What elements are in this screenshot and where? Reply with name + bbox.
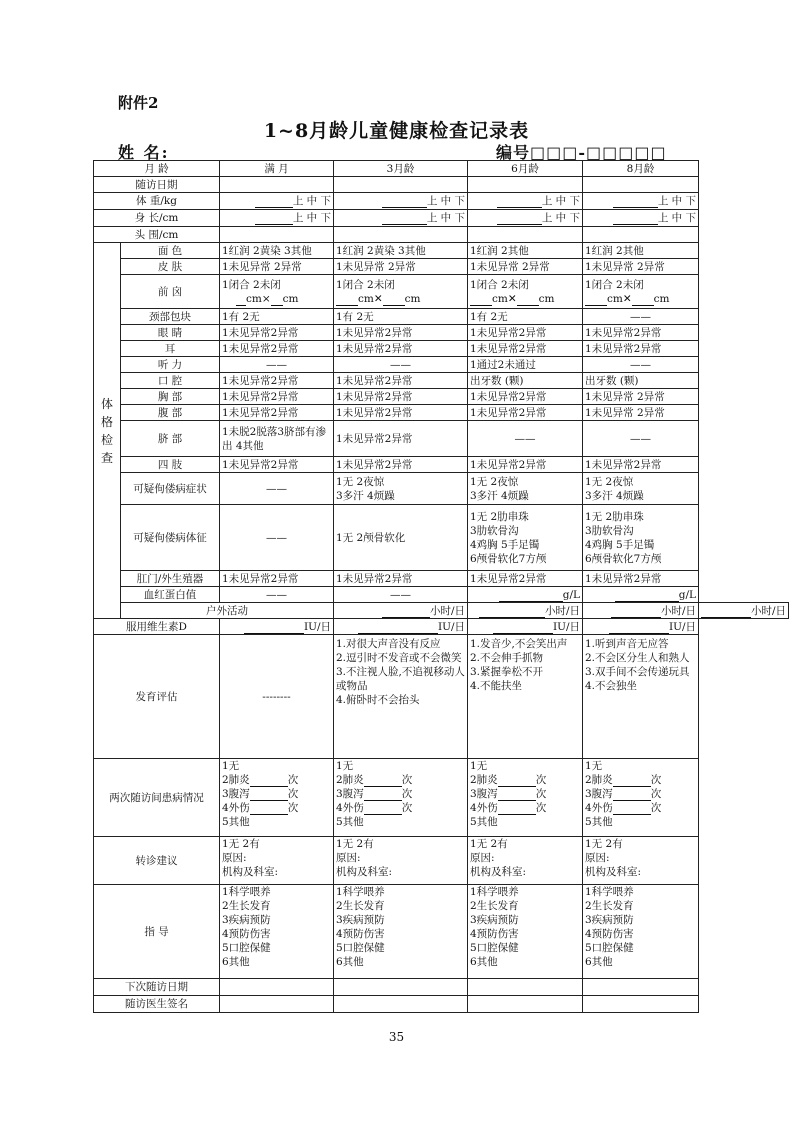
chest-label: 胸 部 bbox=[121, 389, 220, 405]
doctor-sign-cell[interactable] bbox=[220, 996, 334, 1013]
doctor-sign-cell[interactable] bbox=[468, 996, 583, 1013]
ears-row bbox=[94, 341, 789, 357]
complexion-cell: 1红润 2其他 bbox=[583, 243, 699, 259]
outdoor-cell[interactable]: 小时/日 bbox=[468, 603, 583, 619]
umbilicus-cell: 1未脱2脱落3脐部有渗出 4其他 bbox=[220, 421, 334, 457]
next-visit-cell[interactable] bbox=[583, 979, 699, 996]
attachment-label: 附件2 bbox=[118, 94, 159, 112]
ears-cell: 1未见异常2异常 bbox=[334, 341, 468, 357]
neck-row bbox=[94, 309, 789, 325]
rickets-symptoms-label: 可疑佝偻病症状 bbox=[121, 473, 220, 505]
name-label: 姓 名: bbox=[118, 143, 170, 162]
ears-label: 耳 bbox=[121, 341, 220, 357]
guidance-cell: 1科学喂养 2生长发育 3疾病预防 4预防伤害 5口腔保健 6其他 bbox=[468, 885, 583, 979]
visit-date-cell[interactable] bbox=[334, 177, 468, 193]
umbilicus-cell: —— bbox=[583, 421, 699, 457]
fontanelle-row bbox=[94, 275, 789, 309]
rickets-signs-cell: 1无 2颅骨软化 bbox=[334, 505, 468, 571]
chest-cell: 1未见异常2异常 bbox=[334, 389, 468, 405]
fontanelle-cell: 1闭合 2未闭 cm✕ cm bbox=[583, 275, 699, 309]
complexion-row bbox=[94, 243, 789, 259]
neck-cell: 1有 2无 bbox=[468, 309, 583, 325]
hearing-cell: 1通过2未通过 bbox=[468, 357, 583, 373]
hemoglobin-row bbox=[94, 587, 789, 603]
eyes-label: 眼 睛 bbox=[121, 325, 220, 341]
eyes-cell: 1未见异常2异常 bbox=[583, 325, 699, 341]
guidance-label: 指 导 bbox=[94, 885, 220, 979]
col-8month: 8月龄 bbox=[583, 161, 699, 177]
oral-cell: 出牙数 (颗) bbox=[583, 373, 699, 389]
vitd-cell[interactable]: IU/日 bbox=[334, 619, 468, 635]
abdomen-cell: 1未见异常2异常 bbox=[220, 405, 334, 421]
hearing-row bbox=[94, 357, 789, 373]
hemoglobin-cell: —— bbox=[220, 587, 334, 603]
head-cell[interactable] bbox=[583, 227, 699, 243]
neck-label: 颈部包块 bbox=[121, 309, 220, 325]
vitd-label: 服用维生素D bbox=[94, 619, 220, 635]
development-cell: 1.发音少,不会笑出声 2.不会伸手抓物 3.紧握拳松不开 4.不能扶坐 bbox=[468, 635, 583, 759]
guidance-cell: 1科学喂养 2生长发育 3疾病预防 4预防伤害 5口腔保健 6其他 bbox=[334, 885, 468, 979]
development-row bbox=[94, 635, 789, 759]
doctor-sign-label: 随访医生签名 bbox=[94, 996, 220, 1013]
hearing-label: 听 力 bbox=[121, 357, 220, 373]
neck-cell: —— bbox=[583, 309, 699, 325]
fontanelle-cell: 1闭合 2未闭 cm✕ cm bbox=[334, 275, 468, 309]
rickets-signs-row bbox=[94, 505, 789, 571]
oral-row bbox=[94, 373, 789, 389]
vitd-cell[interactable]: IU/日 bbox=[583, 619, 699, 635]
neck-cell: 1有 2无 bbox=[220, 309, 334, 325]
oral-cell: 1未见异常2异常 bbox=[334, 373, 468, 389]
hearing-cell: —— bbox=[220, 357, 334, 373]
next-visit-label: 下次随访日期 bbox=[94, 979, 220, 996]
anus-cell: 1未见异常2异常 bbox=[468, 571, 583, 587]
oral-cell: 出牙数 (颗) bbox=[468, 373, 583, 389]
eyes-row bbox=[94, 325, 789, 341]
health-record-table bbox=[93, 160, 789, 1013]
referral-cell: 1无 2有 原因: 机构及科室: bbox=[468, 837, 583, 885]
height-label: 身 长/cm bbox=[94, 210, 220, 227]
chest-cell: 1未见异常2异常 bbox=[220, 389, 334, 405]
head-cell[interactable] bbox=[220, 227, 334, 243]
next-visit-cell[interactable] bbox=[220, 979, 334, 996]
skin-cell: 1未见异常 2异常 bbox=[583, 259, 699, 275]
anus-cell: 1未见异常2异常 bbox=[583, 571, 699, 587]
skin-cell: 1未见异常 2异常 bbox=[468, 259, 583, 275]
fontanelle-cell: 1闭合 2未闭 cm× cm bbox=[220, 275, 334, 309]
limbs-cell: 1未见异常2异常 bbox=[468, 457, 583, 473]
skin-cell: 1未见异常 2异常 bbox=[334, 259, 468, 275]
outdoor-cell[interactable]: 小时/日 bbox=[334, 603, 468, 619]
col-3month: 3月龄 bbox=[334, 161, 468, 177]
illness-cell: 1无 2肺炎 次 3腹泻 次 4外伤 次 5其他 bbox=[334, 759, 468, 837]
ears-cell: 1未见异常2异常 bbox=[220, 341, 334, 357]
complexion-cell: 1红润 2黄染 3其他 bbox=[220, 243, 334, 259]
rickets-symptoms-cell: 1无 2夜惊 3多汗 4烦躁 bbox=[583, 473, 699, 505]
illness-label: 两次随访间患病情况 bbox=[94, 759, 220, 837]
physical-exam-label: 体格检查 bbox=[94, 243, 121, 619]
visit-date-row bbox=[94, 177, 789, 193]
skin-label: 皮 肤 bbox=[121, 259, 220, 275]
next-visit-cell[interactable] bbox=[334, 979, 468, 996]
limbs-cell: 1未见异常2异常 bbox=[583, 457, 699, 473]
referral-row bbox=[94, 837, 789, 885]
doctor-sign-cell[interactable] bbox=[334, 996, 468, 1013]
height-cell[interactable]: 上 中 下 bbox=[583, 210, 699, 227]
vitd-cell[interactable]: IU/日 bbox=[468, 619, 583, 635]
development-cell: -------- bbox=[220, 635, 334, 759]
skin-row bbox=[94, 259, 789, 275]
abdomen-cell: 1未见异常2异常 bbox=[468, 405, 583, 421]
skin-cell: 1未见异常 2异常 bbox=[220, 259, 334, 275]
illness-cell: 1无 2肺炎 次 3腹泻 次 4外伤 次 5其他 bbox=[583, 759, 699, 837]
anus-row bbox=[94, 571, 789, 587]
rickets-symptoms-cell: —— bbox=[220, 473, 334, 505]
referral-cell: 1无 2有 原因: 机构及科室: bbox=[220, 837, 334, 885]
height-cell[interactable]: 上 中 下 bbox=[220, 210, 334, 227]
weight-label: 体 重/kg bbox=[94, 193, 220, 210]
oral-label: 口 腔 bbox=[121, 373, 220, 389]
age-header: 月 龄 bbox=[94, 161, 220, 177]
neck-cell: 1有 2无 bbox=[334, 309, 468, 325]
illness-row bbox=[94, 759, 789, 837]
doctor-sign-cell[interactable] bbox=[583, 996, 699, 1013]
eyes-cell: 1未见异常2异常 bbox=[220, 325, 334, 341]
visit-date-label: 随访日期 bbox=[94, 177, 220, 193]
abdomen-cell: 1未见异常 2异常 bbox=[583, 405, 699, 421]
guidance-row bbox=[94, 885, 789, 979]
hearing-cell: —— bbox=[334, 357, 468, 373]
rickets-signs-cell: —— bbox=[220, 505, 334, 571]
abdomen-row bbox=[94, 405, 789, 421]
code-label: 编号□□□-□□□□□ bbox=[496, 143, 667, 162]
development-cell: 1.听到声音无应答 2.不会区分生人和熟人 3.双手间不会传递玩具 4.不会独坐 bbox=[583, 635, 699, 759]
anus-label: 肛门/外生殖器 bbox=[121, 571, 220, 587]
weight-cell[interactable]: 上 中 下 bbox=[220, 193, 334, 210]
umbilicus-cell: —— bbox=[468, 421, 583, 457]
weight-row bbox=[94, 193, 789, 210]
ears-cell: 1未见异常2异常 bbox=[468, 341, 583, 357]
anus-cell: 1未见异常2异常 bbox=[334, 571, 468, 587]
visit-date-cell[interactable] bbox=[468, 177, 583, 193]
col-1month: 满 月 bbox=[220, 161, 334, 177]
limbs-cell: 1未见异常2异常 bbox=[334, 457, 468, 473]
rickets-symptoms-cell: 1无 2夜惊 3多汗 4烦躁 bbox=[334, 473, 468, 505]
outdoor-cell[interactable]: 小时/日 bbox=[583, 603, 699, 619]
illness-cell: 1无 2肺炎 次 3腹泻 次 4外伤 次 5其他 bbox=[220, 759, 334, 837]
referral-cell: 1无 2有 原因: 机构及科室: bbox=[583, 837, 699, 885]
illness-cell: 1无 2肺炎 次 3腹泻 次 4外伤 次 5其他 bbox=[468, 759, 583, 837]
development-cell: 1.对很大声音没有反应 2.逗引时不发音或不会微笑 3.不注视人脸,不追视移动人或物品 4.俯卧时不会抬头 bbox=[334, 635, 468, 759]
oral-cell: 1未见异常2异常 bbox=[220, 373, 334, 389]
outdoor-label: 户外活动 bbox=[121, 603, 334, 619]
limbs-cell: 1未见异常2异常 bbox=[220, 457, 334, 473]
visit-date-cell[interactable] bbox=[583, 177, 699, 193]
limbs-label: 四 肢 bbox=[121, 457, 220, 473]
rickets-symptoms-cell: 1无 2夜惊 3多汗 4烦躁 bbox=[468, 473, 583, 505]
referral-label: 转诊建议 bbox=[94, 837, 220, 885]
table-header-row bbox=[94, 161, 789, 177]
eyes-cell: 1未见异常2异常 bbox=[468, 325, 583, 341]
abdomen-cell: 1未见异常2异常 bbox=[334, 405, 468, 421]
visit-date-cell[interactable] bbox=[220, 177, 334, 193]
vitd-cell[interactable]: IU/日 bbox=[220, 619, 334, 635]
doctor-sign-row bbox=[94, 996, 789, 1013]
hemoglobin-cell: —— bbox=[334, 587, 468, 603]
rickets-signs-cell: 1无 2肋串珠 3肋软骨沟 4鸡胸 5手足镯 6颅骨软化7方颅 bbox=[468, 505, 583, 571]
eyes-cell: 1未见异常2异常 bbox=[334, 325, 468, 341]
head-label: 头 围/cm bbox=[94, 227, 220, 243]
complexion-label: 面 色 bbox=[121, 243, 220, 259]
complexion-cell: 1红润 2其他 bbox=[468, 243, 583, 259]
weight-cell[interactable]: 上 中 下 bbox=[468, 193, 583, 210]
hemoglobin-cell[interactable]: g/L bbox=[468, 587, 583, 603]
head-row bbox=[94, 227, 789, 243]
col-6month: 6月龄 bbox=[468, 161, 583, 177]
umbilicus-cell: 1未见异常2异常 bbox=[334, 421, 468, 457]
rickets-signs-label: 可疑佝偻病体征 bbox=[121, 505, 220, 571]
page-title: 1~8月龄儿童健康检查记录表 bbox=[263, 120, 530, 142]
rickets-signs-cell: 1无 2肋串珠 3肋软骨沟 4鸡胸 5手足镯 6颅骨软化7方颅 bbox=[583, 505, 699, 571]
height-cell[interactable]: 上 中 下 bbox=[468, 210, 583, 227]
rickets-symptoms-row bbox=[94, 473, 789, 505]
next-visit-cell[interactable] bbox=[468, 979, 583, 996]
complexion-cell: 1红润 2黄染 3其他 bbox=[334, 243, 468, 259]
hemoglobin-cell[interactable]: g/L bbox=[583, 587, 699, 603]
development-label: 发育评估 bbox=[94, 635, 220, 759]
fontanelle-cell: 1闭合 2未闭 cm✕ cm bbox=[468, 275, 583, 309]
page-number: 35 bbox=[388, 1030, 405, 1044]
referral-cell: 1无 2有 原因: 机构及科室: bbox=[334, 837, 468, 885]
fontanelle-label: 前 囟 bbox=[121, 275, 220, 309]
vitd-row bbox=[94, 619, 789, 635]
head-cell[interactable] bbox=[468, 227, 583, 243]
guidance-cell: 1科学喂养 2生长发育 3疾病预防 4预防伤害 5口腔保健 6其他 bbox=[220, 885, 334, 979]
umbilicus-label: 脐 部 bbox=[121, 421, 220, 457]
umbilicus-row bbox=[94, 421, 789, 457]
outdoor-cell[interactable]: 小时/日 bbox=[699, 603, 789, 619]
limbs-row bbox=[94, 457, 789, 473]
hearing-cell: —— bbox=[583, 357, 699, 373]
abdomen-label: 腹 部 bbox=[121, 405, 220, 421]
chest-cell: 1未见异常 2异常 bbox=[583, 389, 699, 405]
ears-cell: 1未见异常2异常 bbox=[583, 341, 699, 357]
head-cell[interactable] bbox=[334, 227, 468, 243]
outdoor-row bbox=[94, 603, 789, 619]
anus-cell: 1未见异常2异常 bbox=[220, 571, 334, 587]
weight-cell[interactable]: 上 中 下 bbox=[334, 193, 468, 210]
guidance-cell: 1科学喂养 2生长发育 3疾病预防 4预防伤害 5口腔保健 6其他 bbox=[583, 885, 699, 979]
next-visit-row bbox=[94, 979, 789, 996]
chest-cell: 1未见异常2异常 bbox=[468, 389, 583, 405]
hemoglobin-label: 血红蛋白值 bbox=[121, 587, 220, 603]
weight-cell[interactable]: 上 中 下 bbox=[583, 193, 699, 210]
chest-row bbox=[94, 389, 789, 405]
height-row bbox=[94, 210, 789, 227]
height-cell[interactable]: 上 中 下 bbox=[334, 210, 468, 227]
